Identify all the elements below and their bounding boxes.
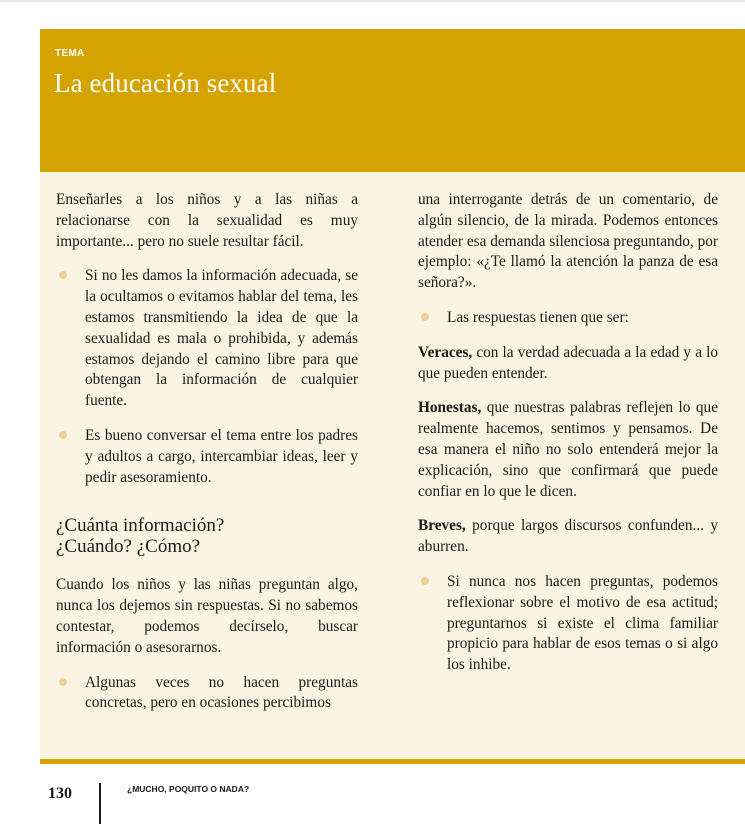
content-panel: [40, 172, 745, 760]
term-breves: Breves,: [418, 517, 466, 535]
section-kicker: TEMA: [55, 48, 85, 59]
bullet-text: Si no les damos la información adecuada, se la ocultamos o evitamos hablar del tema, les estamos transmitiendo la idea de que la sexualidad es mala o prohibida, y además estamos dejando el camino libre para que obtengan la información de cualquier fuente.: [85, 267, 358, 410]
continuation-paragraph: una interrogante detrás de un comentario, de algún silencio, de la mirada. Podemos entonces atender esa demanda silenciosa preguntando, por ejemplo: «¿Te llamó la atención la panza de esa señora?».: [418, 191, 718, 292]
page-number: 130: [48, 785, 72, 802]
section-subheading: [56, 515, 358, 557]
bottom-accent-rule: [40, 759, 745, 764]
left-column: [56, 190, 358, 728]
bullet-text: Es bueno conversar el tema entre los padres y adultos a cargo, intercambiar ideas, leer y pedir asesoramiento.: [85, 426, 358, 486]
body-paragraph: Cuando los niños y las niñas preguntan algo, nunca los dejemos sin respuestas. Si no sabemos contestar, podemos decírselo, buscar información o asesorarnos.: [56, 576, 358, 656]
bullet-item: [56, 266, 358, 412]
book-title: ¿MUCHO, POQUITO O NADA?: [127, 784, 250, 794]
intro-paragraph: Enseñarles a los niños y a las niñas a relacionarse con la sexualidad es muy importante... pero no suele resultar fácil.: [56, 191, 358, 250]
bullet-dot-icon: [59, 678, 67, 686]
bullet-text: Las respuestas tienen que ser:: [447, 308, 629, 326]
bullet-item: [56, 426, 358, 488]
bullet-dot-icon: [59, 431, 67, 439]
term-veraces: Veraces,: [418, 343, 473, 361]
bullet-dot-icon: [421, 577, 429, 585]
bullet-dot-icon: [59, 271, 67, 279]
right-column: [418, 190, 718, 690]
breves-text: porque largos discursos confunden... y aburren.: [418, 517, 718, 556]
topic-header-banner: [40, 29, 745, 172]
bullet-item: [56, 673, 358, 715]
veraces-text: con la verdad adecuada a la edad y a lo que pueden entender.: [418, 343, 718, 382]
term-honestas: Honestas,: [418, 399, 482, 417]
honestas-paragraph: [418, 398, 718, 502]
breves-paragraph: [418, 516, 718, 558]
bullet-dot-icon: [421, 313, 429, 321]
page-title: La educación sexual: [54, 68, 277, 98]
bullet-text: Si nunca nos hacen preguntas, podemos reflexionar sobre el motivo de esa actitud; preguntarnos si existe el clima familiar propicio para hablar de esos temas o si algo los inhibe.: [447, 572, 718, 674]
subheading-line-2: ¿Cuándo? ¿Cómo?: [56, 536, 201, 558]
footer-divider: [99, 783, 101, 824]
veraces-paragraph: [418, 343, 718, 385]
top-border: [0, 0, 745, 2]
bullet-text: Algunas veces no hacen preguntas concretas, pero en ocasiones percibimos: [85, 673, 358, 712]
subheading-line-1: ¿Cuánta información?: [56, 515, 225, 537]
honestas-text: que nuestras palabras reflejen lo que realmente hacemos, sentimos y pensamos. De esa manera el niño no solo entenderá mejor la explicación, sino que confirmará que puede confiar en lo que le dicen.: [418, 399, 718, 500]
bullet-item: [418, 572, 718, 676]
bullet-item: [418, 308, 718, 329]
